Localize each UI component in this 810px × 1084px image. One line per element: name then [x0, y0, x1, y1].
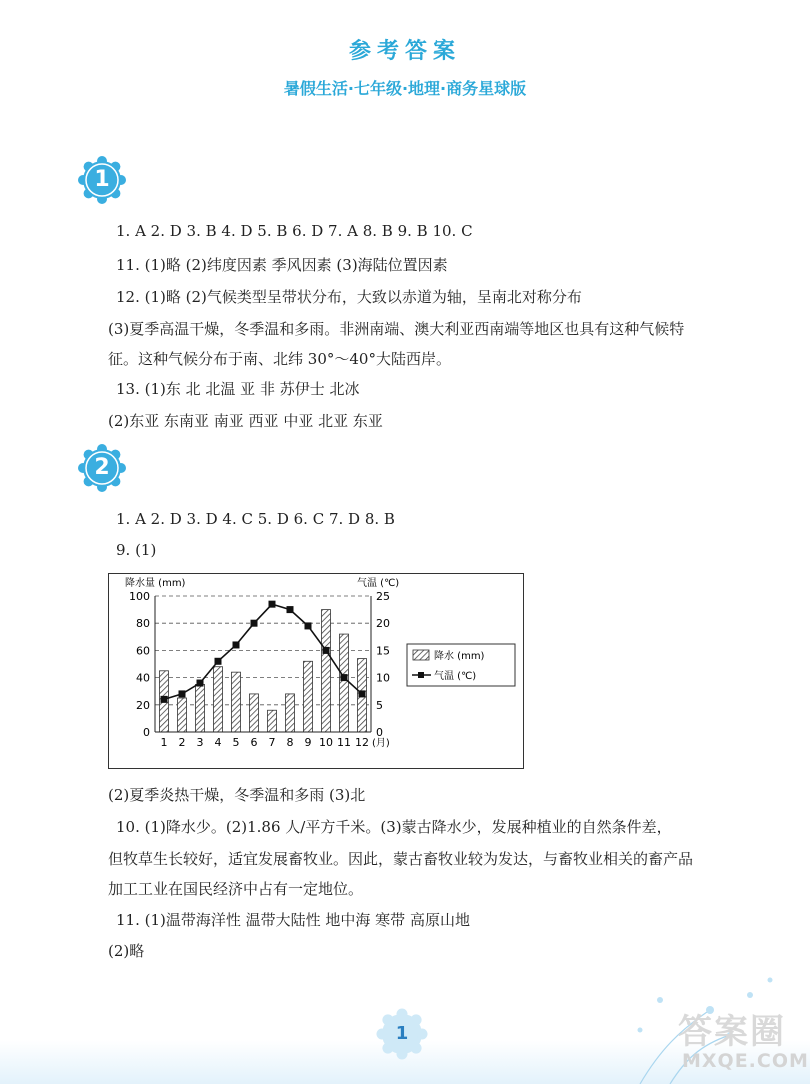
section-1-number: 1	[94, 167, 110, 192]
temp-point	[359, 690, 366, 697]
y-left-tick-label: 40	[136, 671, 150, 685]
temp-point	[269, 601, 276, 608]
s1-line-6: 13. (1)东 北 北温 亚 非 苏伊士 北冰	[116, 380, 360, 398]
s2-line-3: (2)夏季炎热干燥，冬季温和多雨 (3)北	[108, 786, 366, 804]
y-axis-right-label: 气温 (℃)	[357, 578, 400, 589]
precip-bar	[340, 634, 349, 732]
y-right-tick-label: 25	[376, 590, 390, 603]
y-right-tick-label: 10	[376, 671, 390, 685]
precip-bar	[304, 661, 313, 732]
section-2-badge	[77, 443, 127, 493]
temp-point	[197, 680, 204, 687]
temp-point	[323, 647, 330, 654]
y-right-tick-label: 0	[376, 726, 383, 739]
precip-bar	[178, 698, 187, 732]
x-tick-label: 4	[214, 736, 222, 749]
s2-line-5: 但牧草生长较好，适宜发展畜牧业。因此，蒙古畜牧业较为发达，与畜牧业相关的畜产品	[108, 850, 694, 868]
section-2-number: 2	[94, 455, 110, 480]
precip-bar	[322, 610, 331, 732]
watermark: 答案圈	[678, 1012, 786, 1052]
page-title: 参考答案	[348, 39, 461, 64]
page-number-badge	[376, 1008, 428, 1060]
temp-point	[251, 620, 258, 627]
precip-bar	[268, 710, 277, 732]
s2-line-7: 11. (1)温带海洋性 温带大陆性 地中海 寒带 高原山地	[116, 911, 470, 929]
x-tick-label: 2	[178, 736, 186, 749]
page-number: 1	[395, 1023, 409, 1044]
y-left-tick-label: 60	[136, 644, 150, 658]
y-right-tick-label: 5	[376, 698, 383, 712]
temp-line	[164, 604, 362, 699]
s2-line-1: 1. A 2. D 3. D 4. C 5. D 6. C 7. D 8. B	[116, 510, 395, 528]
temp-point	[341, 674, 348, 681]
x-tick-label: 11	[337, 736, 351, 749]
y-left-tick-label: 100	[129, 590, 150, 603]
x-tick-label: 10	[319, 736, 333, 749]
legend-precip-label: 降水 (mm)	[434, 651, 485, 662]
s1-line-1: 1. A 2. D 3. B 4. D 5. B 6. D 7. A 8. B 9. B 10. C	[116, 222, 473, 240]
s2-line-2: 9. (1)	[116, 541, 157, 559]
x-tick-label: 5	[232, 736, 240, 749]
s1-line-4: (3)夏季高温干燥，冬季温和多雨。非洲南端、澳大利亚西南端等地区也具有这种气候特	[108, 320, 685, 338]
s2-line-4: 10. (1)降水少。(2)1.86 人/平方千米。(3)蒙古降水少，发展种植业的自然条件差，	[116, 818, 672, 836]
temp-point	[161, 696, 168, 703]
x-axis-unit: (月)	[372, 738, 390, 749]
x-tick-label: 8	[286, 736, 294, 749]
legend-marker-swatch	[418, 672, 424, 678]
x-tick-label: 1	[160, 736, 168, 749]
s1-line-5: 征。这种气候分布于南、北纬 30°～40°大陆西岸。	[108, 350, 451, 368]
s1-line-3: 12. (1)略 (2)气候类型呈带状分布，大致以赤道为轴，呈南北对称分布	[116, 288, 582, 306]
climate-chart-svg	[109, 574, 522, 767]
precip-bar	[196, 684, 205, 732]
y-left-tick-label: 0	[143, 726, 150, 739]
x-tick-label: 3	[196, 736, 204, 749]
legend-bar-swatch	[413, 650, 429, 660]
section-1-badge	[77, 155, 127, 205]
temp-point	[233, 641, 240, 648]
page-subtitle: 暑假生活·七年级·地理·商务星球版	[283, 79, 527, 98]
s1-line-7: (2)东亚 东南亚 南亚 西亚 中亚 北亚 东亚	[108, 412, 383, 430]
x-tick-label: 7	[268, 736, 276, 749]
s1-line-2: 11. (1)略 (2)纬度因素 季风因素 (3)海陆位置因素	[116, 256, 448, 274]
s2-line-8: (2)略	[108, 942, 145, 960]
x-tick-label: 6	[250, 736, 258, 749]
x-tick-label: 9	[304, 736, 312, 749]
temp-point	[215, 658, 222, 665]
y-left-tick-label: 80	[136, 617, 150, 631]
s2-line-6: 加工工业在国民经济中占有一定地位。	[108, 880, 364, 898]
y-axis-left-label: 降水量 (mm)	[125, 578, 186, 589]
precip-bar	[286, 694, 295, 732]
temp-point	[179, 690, 186, 697]
y-right-tick-label: 20	[376, 617, 390, 631]
temp-point	[305, 622, 312, 629]
climate-chart	[108, 573, 524, 769]
y-right-tick-label: 15	[376, 644, 390, 658]
legend-temp-label: 气温 (℃)	[434, 671, 477, 682]
precip-bar	[250, 694, 259, 732]
y-left-tick-label: 20	[136, 698, 150, 712]
temp-point	[287, 606, 294, 613]
x-tick-label: 12	[355, 736, 369, 749]
watermark-url: MXQE.COM	[682, 1050, 809, 1072]
precip-bar	[232, 672, 241, 732]
precip-bar	[214, 667, 223, 732]
